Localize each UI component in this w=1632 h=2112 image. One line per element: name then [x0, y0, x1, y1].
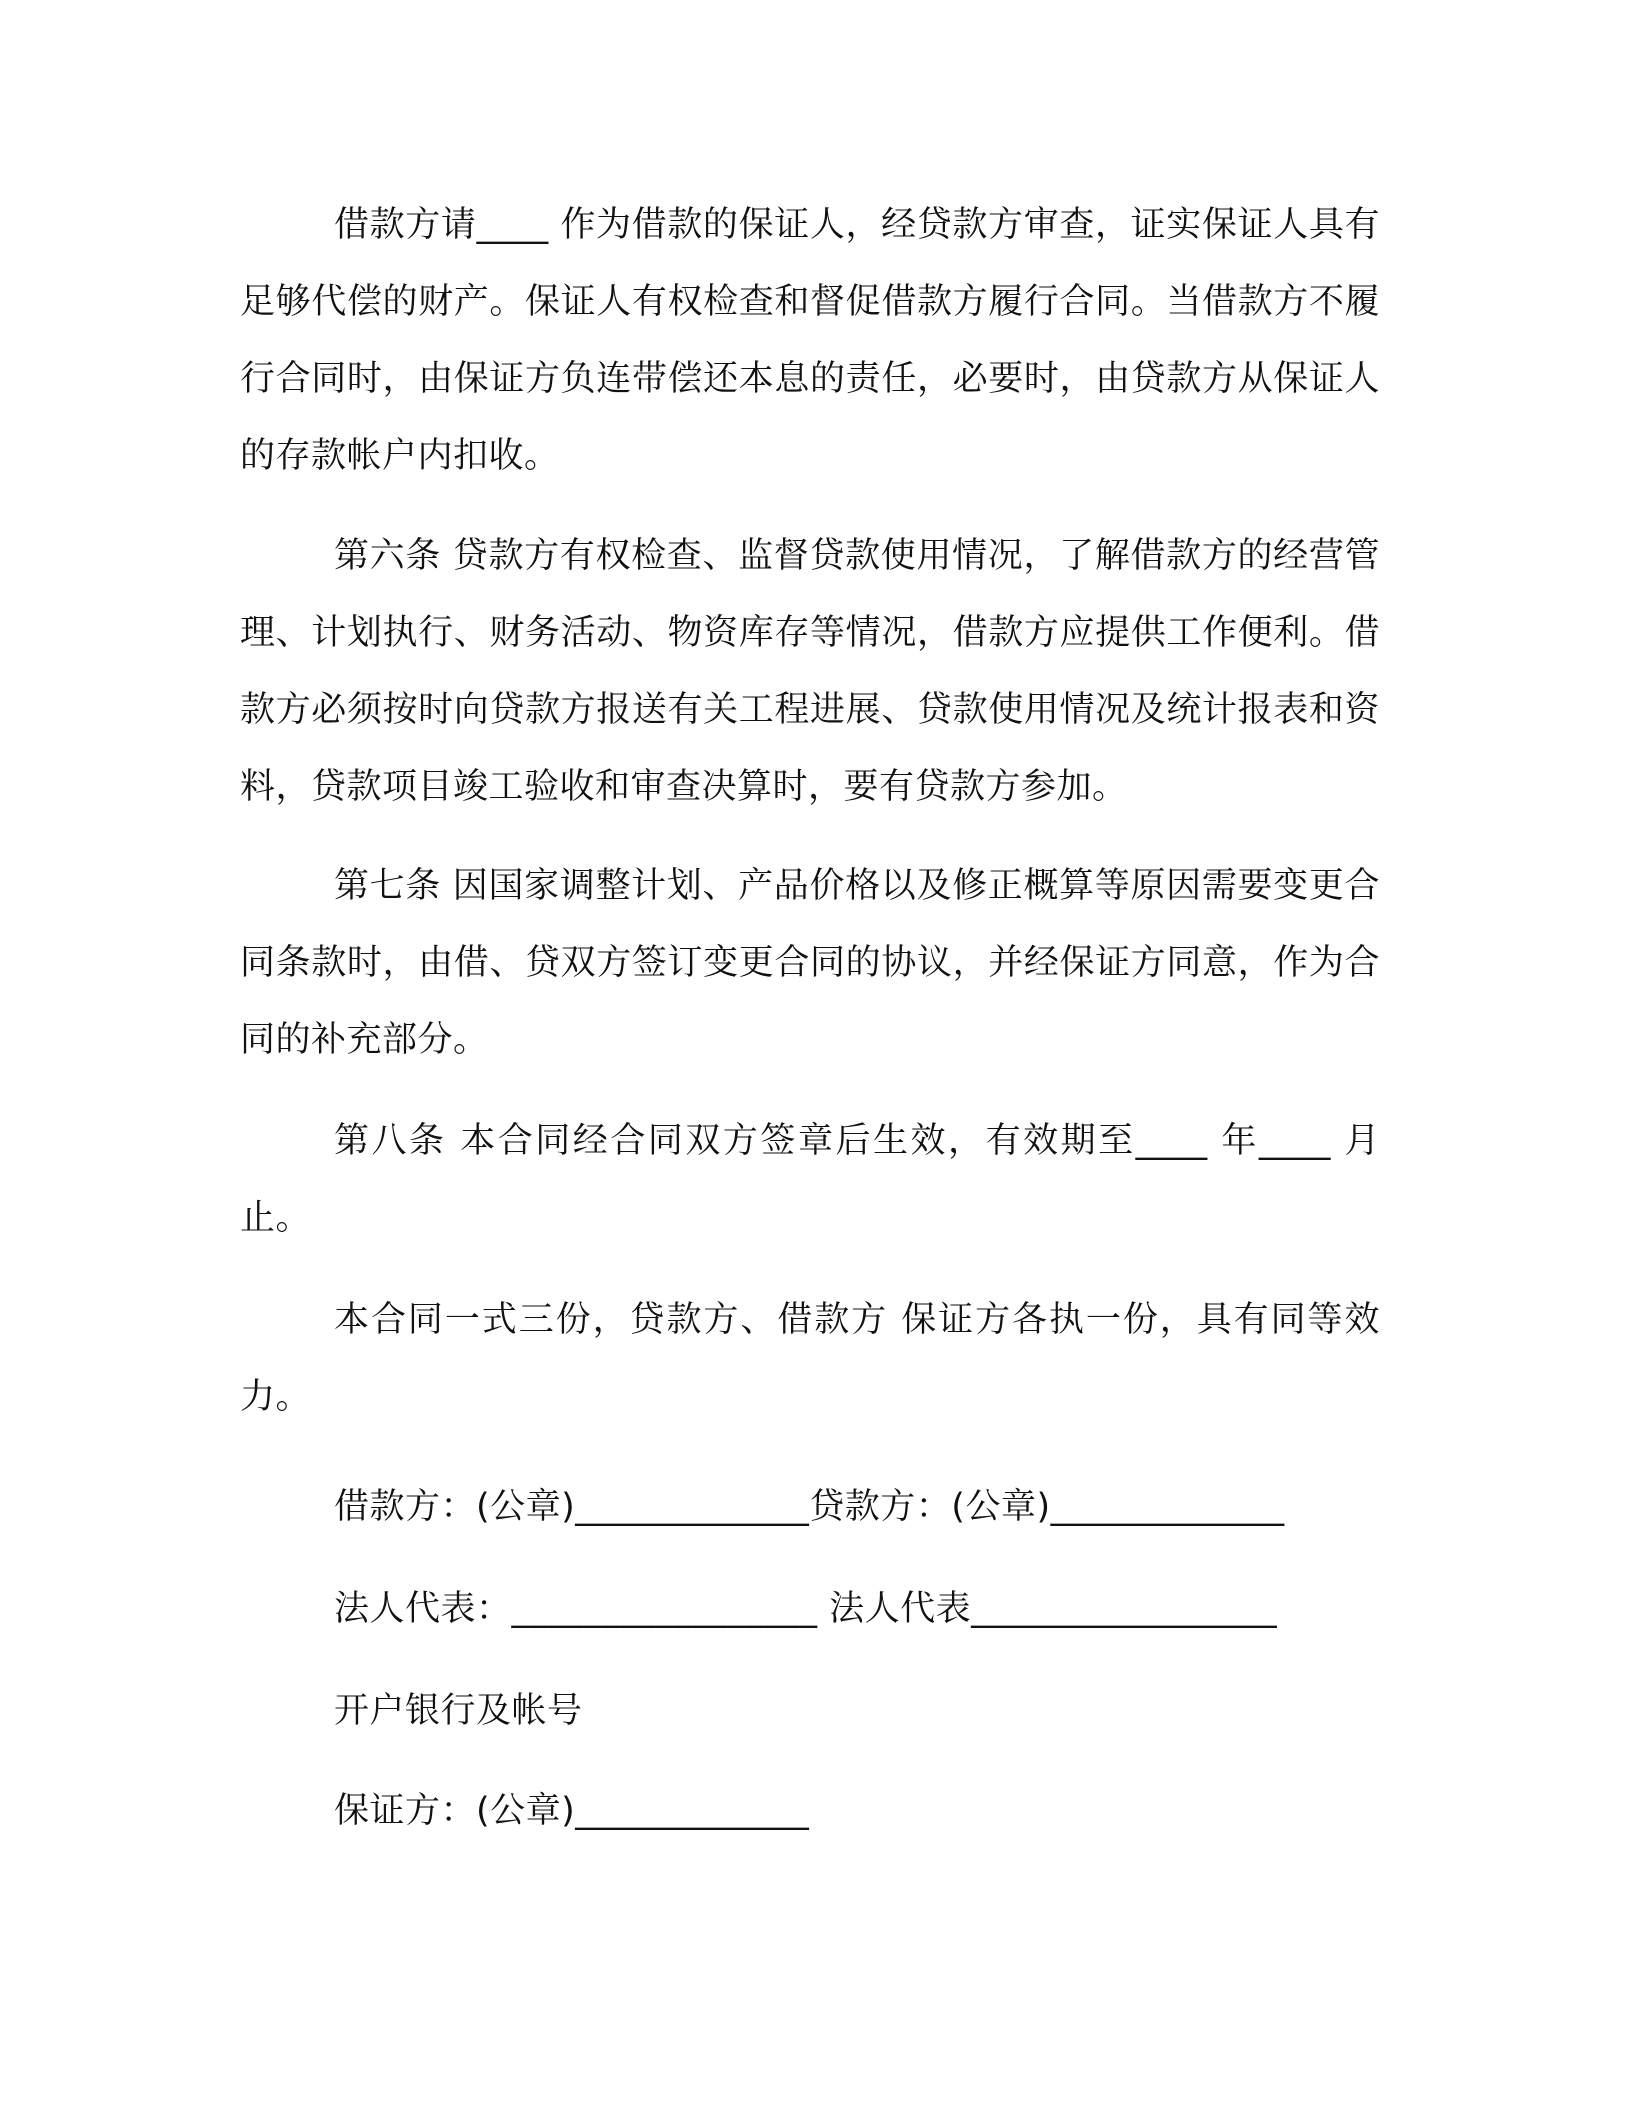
signature-line-borrower-lender: 借款方：(公章)_____________贷款方：(公章)_____________ — [334, 1487, 1285, 1527]
paragraph-article-8: 第八条 本合同经合同双方签章后生效，有效期至____ 年____ 月止。 — [240, 1121, 1380, 1238]
paragraph-guarantor: 借款方请____ 作为借款的保证人，经贷款方审查，证实保证人具有足够代偿的财产。保证人有权检查和督促借款方履行合同。当借款方不履行合同时，由保证方负连带偿还本息的责任，必要时，由贷款方从保证人的存款帐户内扣收。 — [240, 205, 1380, 476]
paragraph-copies: 本合同一式三份，贷款方、借款方 保证方各执一份，具有同等效力。 — [240, 1300, 1380, 1417]
signature-line-legal-representatives: 法人代表：_________________ 法人代表_________________ — [334, 1589, 1278, 1629]
paragraph-article-7: 第七条 因国家调整计划、产品价格以及修正概算等原因需要变更合同条款时，由借、贷双方签订变更合同的协议，并经保证方同意，作为合同的补充部分。 — [240, 866, 1380, 1060]
signature-line-bank-account: 开户银行及帐号 — [334, 1691, 583, 1731]
signature-line-guarantor: 保证方：(公章)_____________ — [334, 1791, 810, 1831]
paragraph-article-6: 第六条 贷款方有权检查、监督贷款使用情况，了解借款方的经营管理、计划执行、财务活动、物资库存等情况，借款方应提供工作便利。借款方必须按时向贷款方报送有关工程进展、贷款使用情况及统计报表和资料，贷款项目竣工验收和审查决算时，要有贷款方参加。 — [240, 536, 1380, 807]
